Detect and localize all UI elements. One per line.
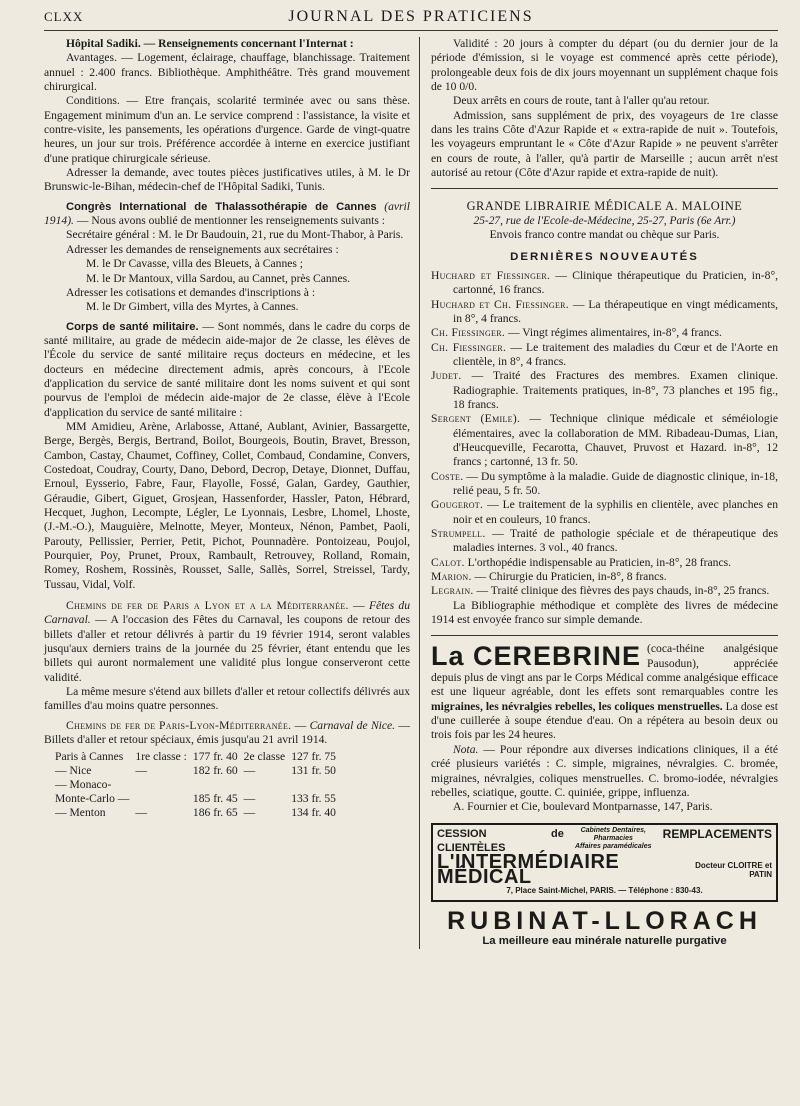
book-author: Marion. (431, 570, 472, 584)
ad-doctors: Docteur CLOITRE et PATIN (695, 860, 772, 879)
book-entry (431, 584, 778, 598)
book-entry (431, 269, 778, 298)
sadiki-avantages: Avantages. — Logement, éclairage, chauffage, blanchissage. Traitement annuel : 2.400 francs. Bibliothèque. Amphithéâtre. Très grand mouvement chirurgical. (44, 51, 410, 94)
section-divider (431, 188, 778, 189)
fare-row (52, 778, 339, 792)
fare-route: — Monaco- (55, 777, 112, 791)
librairie-address: 25-27, rue de l'Ecole-de-Médecine, 25-27, Paris (6e Arr.) (473, 214, 736, 227)
rubinat-title: RUBINAT-LLORACH (447, 907, 762, 936)
congres-date: (avril 1914). (44, 199, 410, 228)
book-text: — Vingt régimes alimentaires, in-8°, 4 francs. (507, 326, 722, 340)
section-divider (431, 635, 778, 636)
fare-class2: — (243, 806, 256, 820)
book-entry (431, 412, 778, 469)
fare-class1: 1re classe : (135, 749, 187, 763)
bibliographie-note: La Bibliographie méthodique et complète des livres de médecine 1914 est envoyée franco sur simple demande. (431, 598, 778, 627)
book-text: — Le traitement des maladies du Cœur et de l'Aorte en clientèle, in 8°, 4 francs. (453, 340, 778, 368)
corps-heading: Corps de santé militaire. (66, 320, 199, 333)
fare-route: Monte-Carlo — (55, 792, 130, 806)
right-column (420, 37, 778, 949)
book-entry (431, 556, 778, 570)
book-text: — Clinique thérapeutique du Praticien, in-8°, cartonné, 16 francs. (453, 268, 778, 297)
secretary-cavasse: M. le Dr Cavasse, villa des Bleuets, à Cannes ; (86, 257, 304, 271)
book-entry (431, 570, 778, 584)
carnaval-text: — A l'occasion des Fêtes du Carnaval, les coupons de retour des billets d'aller et retour délivrés à partir du 19 février 1914, seront valables jusqu'aux derniers trains de la journée du 25 février, étant entendu que les billets qui auront normalement une validité plus longue conserveront cette validité. (44, 613, 410, 684)
page-number: CLXX (44, 9, 84, 24)
nota-label: Nota. (453, 742, 479, 756)
book-author: Gougerot. (431, 498, 484, 512)
corps-text: — Sont nommés, dans le cadre du corps de santé militaire, au grade de médecin aide-major de 2e classe, les élèves de l'École du service de santé militaire reçus docteurs en médecine, et les docteurs en médecine directement admis, après concours, à l'Ecole d'application du service de santé militaire dont les noms suivent et qui sont pourvus de l'emploi de médecin aide-major de 2e classe, élève à l'Ecole d'application du service de santé militaire : (44, 319, 410, 419)
sadiki-conditions: Conditions. — Etre français, scolarité terminée avec ou sans thèse. Engagement minimum d'un an. Le service comprend : l'assistance, la visite et contre-visite, les pansements, les opérations d'urgence. Garde de vingt-quatre heures, un jour sur trois. Préférence accordée à interne en exercice justifiant d'une pratique chirurgicale sérieuse. (44, 94, 410, 165)
book-text: — La thérapeutique en vingt médicaments, in 8°, 4 francs. (453, 297, 778, 325)
arrets-paragraph: Deux arrêts en cours de route, tant à l'aller qu'au retour. (453, 94, 710, 108)
book-list (431, 269, 778, 599)
book-text: — Technique clinique médicale et séméiologie élémentaires, avec la collaboration de MM. Ribadeau-Dumas, Lian, d'Heucqueville, Fecarotta, Chauvet, Pruvost et Hazard. in-8°, 12 francs ; cartonné, 13 fr. 50. (453, 412, 778, 469)
cerebrine-ad (431, 642, 778, 814)
book-entry (431, 527, 778, 556)
fare-price2 (288, 778, 339, 792)
secretary-gimbert: M. le Dr Gimbert, villa des Myrtes, à Cannes. (86, 300, 299, 314)
book-author: Legrain. (431, 584, 474, 598)
fare-route: — Nice (55, 763, 92, 777)
book-author: Ch. Fiessinger. (431, 340, 507, 354)
fare-row (52, 750, 339, 764)
book-entry (431, 369, 778, 412)
fare-class2: — (243, 792, 256, 806)
congres-heading: Congrès International de Thalassothérapie de Cannes (66, 200, 377, 213)
fare-route: — Menton (55, 806, 106, 820)
congres-paragraph (44, 200, 410, 229)
librairie-envoi: Envois franco contre mandat ou chèque sur Paris. (489, 228, 720, 242)
congres-demandes: Adresser les demandes de renseignements aux secrétaires : (66, 242, 339, 256)
fare-row (52, 792, 339, 806)
carnaval-heading: Chemins de fer de Paris a Lyon et a la Méditerranée. (66, 599, 349, 613)
cerebrine-title: La CEREBRINE (431, 641, 642, 672)
book-author: Sergent (Emile). (431, 412, 521, 426)
fare-class2: — (243, 763, 256, 777)
fare-price2: 134 fr. 40 (291, 806, 336, 820)
fare-class1 (132, 792, 190, 806)
book-author: Calot. (431, 555, 465, 569)
sadiki-heading: Hôpital Sadiki. — Renseignements concernant l'Internat : (66, 37, 354, 50)
ad-affaires: Affaires paramédicales (575, 842, 652, 850)
book-text: — Traité des Fractures des membres. Examen clinique. Radiographie. Traitements pratiques, in-8°, 73 planches et 195 fig., 18 francs. (453, 369, 778, 411)
two-column-body (44, 37, 778, 949)
book-text: — Chirurgie du Praticien, in-8°, 8 francs. (474, 570, 667, 584)
nice-text: — Billets d'aller et retour spéciaux, émis jusqu'au 21 avril 1914. (44, 718, 410, 747)
nouveautes-heading: DERNIÈRES NOUVEAUTÉS (510, 251, 699, 264)
congres-cotisations: Adresser les cotisations et demandes d'inscriptions à : (66, 285, 316, 299)
book-entry (431, 341, 778, 370)
sadiki-adresser: Adresser la demande, avec toutes pièces justificatives utiles, à M. le Dr Brunswic-le-Bihan, médecin-chef de l'Hôpital Sadiki, Tunis. (44, 166, 410, 194)
fare-price1: 185 fr. 45 (192, 792, 238, 806)
journal-title: JOURNAL DES PRATICIENS (288, 8, 534, 25)
nota-text: — Pour répondre aux diverses indications cliniques, il a été créé plusieurs variétés : C. simple, migraines, névralgies. C. bromée, migraines, névralgies, coliques menstruelles. C. bromo-iodée, névralgies rebelles, sciatique, goutte. C. quiniée, grippe, influenza. (431, 742, 778, 799)
librairie-title: GRANDE LIBRAIRIE MÉDICALE A. MALOINE (466, 199, 743, 214)
cerebrine-dose: La dose est d'une cuillerée à soupe étendue d'eau. On a répétera au besoin deux ou trois fois par les 24 heures. (431, 699, 778, 742)
carnaval-title: Fêtes du Carnaval. (44, 599, 411, 627)
fare-price1 (190, 778, 241, 792)
fare-route: Paris à Cannes (55, 749, 124, 763)
carnaval-extension: La même mesure s'étend aux billets d'aller et retour collectifs délivrés aux familles d'au moins quatre personnes. (44, 685, 410, 713)
fare-row (52, 806, 339, 820)
fare-price1: 182 fr. 60 (192, 763, 238, 777)
book-author: Coste. (431, 469, 464, 483)
intermediaire-ad (431, 823, 778, 903)
nice-title: Carnaval de Nice. (309, 718, 396, 732)
fare-price1: 186 fr. 65 (192, 806, 238, 820)
book-text: L'orthopédie indispensable au Praticien, in-8°, 28 francs. (467, 555, 731, 569)
validite-paragraph: Validité : 20 jours à compter du départ (ou du dernier jour de la période d'émission, si le voyage est commencé après cette période), prolongeable deux fois de dix jours moyennant un supplément chaque fois de 10 0/0. (431, 37, 778, 94)
admission-paragraph: Admission, sans supplément de prix, des voyageurs de 1re classe dans les trains Côte d'Azur Rapide et « extra-rapide de nuit ». Toutefois, les voyageurs empruntant le « Côte d'Azur Rapide » ne peuvent s'arrêter en cours de route, à l'aller, qu'à partir de Marseille ; aucun arrêt n'est autorisé au retour (Côte d'Azur rapide et extra-rapide de nuit). (431, 108, 778, 180)
running-head (44, 8, 778, 31)
fare-price2: 127 fr. 75 (291, 749, 336, 763)
nice-heading: Chemins de fer de Paris-Lyon-Méditerranée. (66, 718, 292, 732)
book-text: — Du symptôme à la maladie. Guide de diagnostic clinique, in-18, relié peau, 5 fr. 50. (453, 469, 778, 497)
cerebrine-indications: migraines, les névralgies rebelles, les coliques menstruelles. (431, 699, 723, 713)
book-author: Strumpell. (431, 527, 486, 540)
book-author: Huchard et Fiessinger. (431, 268, 551, 282)
secretary-mantoux: M. le Dr Mantoux, villa Sardou, au Cannet, près Cannes. (86, 271, 351, 285)
congres-secretaire: Secrétaire général : M. le Dr Baudouin, 21, rue du Mont-Thabor, à Paris. (66, 228, 404, 242)
cerebrine-nota (431, 743, 778, 800)
fare-price2: 131 fr. 50 (291, 763, 336, 777)
fare-class2: 2e classe (243, 749, 286, 763)
fare-price2: 133 fr. 55 (291, 792, 336, 806)
fare-class1 (132, 778, 190, 792)
ad-name: L'INTERMÉDIAIRE MÉDICAL (437, 851, 620, 888)
book-entry (431, 470, 778, 499)
congres-text: — Nous avons oublié de mentionner les renseignements suivants : (76, 214, 386, 228)
rubinat-tagline: La meilleure eau minérale naturelle purgative (482, 935, 727, 948)
fare-class1: — (135, 806, 147, 820)
book-entry (431, 298, 778, 327)
ad-cabinets: Cabinets Dentaires, Pharmacies (580, 826, 646, 842)
nice-paragraph: Chemins de fer de Paris-Lyon-Méditerranée. — Carnaval de Nice. — Billets d'aller et retour spéciaux, émis jusqu'au 21 avril 1914. (44, 718, 410, 747)
fare-price1: 177 fr. 40 (192, 749, 238, 763)
book-text: — Traité de pathologie spéciale et de thérapeutique des maladies internes. 3 vol., 40 francs. (453, 527, 778, 555)
fare-class1: — (135, 763, 147, 777)
corps-names: MM Amidieu, Arène, Arlabosse, Attané, Aublant, Avinier, Bassargette, Berge, Bergès, Bergis, Bertrand, Boilot, Bourgeois, Boutin, Bravet, Bresson, Cambon, Castay, Chaumet, Coffiney, Collet, Combaud, Condamine, Convers, Costedoat, Coudray, Courty, Dano, Debord, Decrop, Detaye, Dionnet, Duffau, Ernoul, Eysserio, Fabre, Faur, Flayolle, Fossé, Galan, Gardey, Gauthier, Géraudie, Gibert, Giguet, Grosjean, Hassenforder, Hassler, Paton, Hébrard, Hecquet, Jughon, Lecompte, Légler, Le Lyonnais, Lesbre, Lhomel, Lhoste, (J.-M.-O.), Mauguière, Melnotte, Meyer, Monteux, Nénon, Pambet, Paoli, Parouty, Pellissier, Perrier, Petit, Pichot, Pounnadère. Pontoizeau, Poujol, Pourquier, Poy, Prunet, Proux, Rambault, Retrouvey, Rolland, Romain, Romey, Roshem, Rossinès, Rousset, Salle, Sallès, Sorrel, Streissel, Tardy, Tussau, Vidal, Volf. (44, 419, 410, 591)
book-entry (431, 326, 778, 340)
carnaval-paragraph: Chemins de fer de Paris a Lyon et a la Méditerranée. — Fêtes du Carnaval. — A l'occasion des Fêtes du Carnaval, les coupons de retour des billets d'aller et retour délivrés à partir du 19 février 1914, seront valables jusqu'aux derniers trains de la journée du 25 février, étant entendu que les billets qui auront normalement une validité plus longue conserveront cette validité. (44, 599, 411, 684)
book-author: Ch. Fiessinger. (431, 326, 506, 340)
book-text: — Traité clinique des fièvres des pays chauds, in-8°, 25 francs. (476, 584, 770, 598)
book-author: Judet. (431, 369, 462, 383)
left-column (44, 37, 420, 949)
book-entry (431, 498, 778, 527)
book-text: — Le traitement de la syphilis en clientèle, avec planches en noir et en couleurs, 10 francs. (453, 498, 778, 526)
ad-remplacements: REMPLACEMENTS (662, 826, 772, 841)
book-author: Huchard et Ch. Fiessinger. (431, 297, 569, 311)
fare-row (52, 764, 339, 778)
ad-address: 7, Place Saint-Michel, PARIS. — Téléphone : 830-43. (506, 885, 703, 895)
fare-class2 (241, 778, 289, 792)
cerebrine-maker: A. Fournier et Cie, boulevard Montparnasse, 147, Paris. (453, 800, 713, 814)
corps-paragraph (44, 320, 410, 420)
fares-table (52, 750, 339, 821)
ad-cession: CESSION de CLIENTÈLES (437, 827, 564, 854)
cerebrine-text-1: (coca-théine analgésique Pausodun), appréciée depuis plus de vingt ans par le Corps Médical comme analgésique efficace est une liqueur agréable, dont les effets sont remarquables contre les (431, 642, 778, 699)
